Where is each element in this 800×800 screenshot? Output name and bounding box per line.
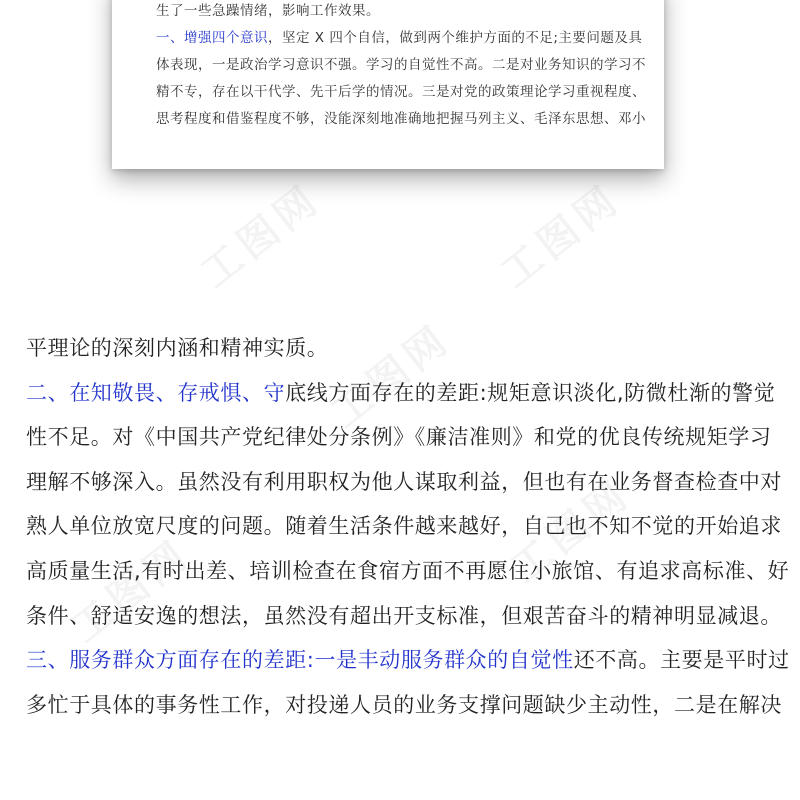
card-line: 体表现，一是政治学习意识不强。学习的自觉性不高。二是对业务知识的学习不 xyxy=(156,57,646,73)
text-line xyxy=(26,371,786,416)
text-line: 性不足。对《中国共产党纪律处分条例》《廉洁准则》和党的优良传统规矩学习 xyxy=(26,425,772,450)
text-line xyxy=(26,638,790,683)
text-line: 熟人单位放宽尺度的问题。随着生活条件越来越好，自己也不知不觉的开始追求 xyxy=(26,514,782,539)
section-heading: 一、增强四个意识 xyxy=(156,30,268,46)
text-line: 理解不够深入。虽然没有利用职权为他人谋取利益，但也有在业务督查检查中对 xyxy=(26,469,782,494)
card-text xyxy=(156,0,646,133)
watermark: 工图网 xyxy=(192,175,330,297)
watermark: 工图网 xyxy=(322,315,460,437)
card-line xyxy=(156,25,643,52)
card-line: 思考程度和借鉴程度不够，没能深刻地准确地把握马列主义、毛泽东思想、邓小 xyxy=(156,111,646,127)
section-heading: 二、在知敬畏、存戒惧、守 xyxy=(26,380,286,405)
text-line: 条件、舒适安逸的想法，虽然没有超出开支标准，但艰苦奋斗的精神明显减退。 xyxy=(26,603,782,628)
card-line-text: ，坚定 X 四个自信，做到两个维护方面的不足;主要问题及具 xyxy=(268,30,643,46)
text-line-rest: 底线方面存在的差距:规矩意识淡化,防微杜渐的警觉 xyxy=(285,380,776,405)
text-line: 平理论的深刻内涵和精神实质。 xyxy=(26,336,329,360)
text-line: 高质量生活,有时出差、培训检查在食宿方面不再愿住小旅馆、有追求高标准、好 xyxy=(26,558,790,583)
document-card xyxy=(112,0,664,169)
watermark: 工图网 xyxy=(502,470,640,592)
text-line: 多忙于具体的事务性工作，对投递人员的业务支撑问题缺少主动性，二是在解决 xyxy=(26,692,782,717)
watermark: 工图网 xyxy=(62,530,200,652)
text-line-rest: 还不高。主要是平时过 xyxy=(573,648,790,673)
body-text xyxy=(26,326,790,727)
card-line: 生了一些急躁情绪，影响工作效果。 xyxy=(156,3,380,19)
section-heading: 三、服务群众方面存在的差距:一是丰动服务群众的自觉性 xyxy=(26,648,574,673)
card-line: 精不专，存在以干代学、先干后学的情况。三是对党的政策理论学习重视程度、 xyxy=(156,84,646,100)
watermark: 工图网 xyxy=(492,175,630,297)
